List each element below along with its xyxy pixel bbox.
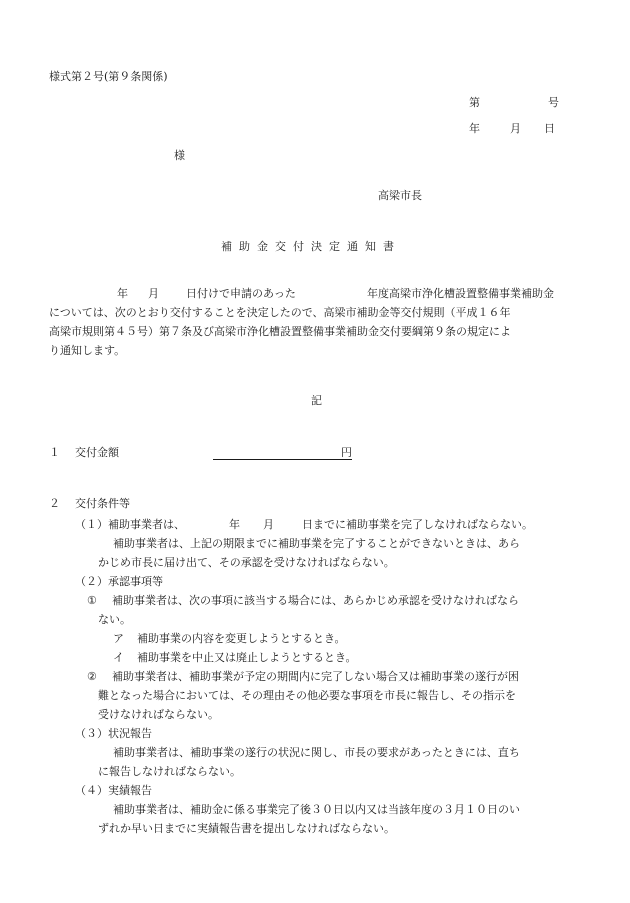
item3-line2: に報告しなければならない。 xyxy=(98,765,241,778)
item1-para2: かじめ市長に届け出て、その承認を受けなければならない。 xyxy=(98,556,395,569)
item3-label: （３）状況報告 xyxy=(75,727,152,740)
item2-sub1-mark: ① xyxy=(87,594,97,607)
body-line1-text: 日付けで申請のあった xyxy=(186,287,296,300)
ki-heading: 記 xyxy=(311,394,322,407)
form-number: 様式第２号(第９条関係) xyxy=(49,70,168,83)
item2-i-text: 補助事業を中止又は廃止しようとするとき。 xyxy=(137,651,357,664)
item4-line2: ずれか早い日までに実績報告書を提出しなければならない。 xyxy=(98,822,395,835)
item2-sub1-line2: ない。 xyxy=(98,613,131,626)
body-month: 月 xyxy=(148,287,159,300)
issuer: 高梁市長 xyxy=(378,189,422,202)
item1-rest: 日までに補助事業を完了しなければならない。 xyxy=(302,518,533,531)
amount-unit: 円 xyxy=(341,446,352,459)
addressee-suffix: 様 xyxy=(174,149,185,162)
item4-line1: 補助事業者は、補助金に係る事業完了後３０日以内又は当該年度の３月１０日のい xyxy=(113,803,520,816)
item1-month: 月 xyxy=(263,518,274,531)
body-year: 年 xyxy=(117,287,128,300)
date-day: 日 xyxy=(544,122,555,135)
item2-a-mark: ア xyxy=(113,632,124,645)
item2-sub2-line1: 補助事業者は、補助事業が予定の期間内に完了しない場合又は補助事業の遂行が困 xyxy=(112,670,519,683)
item2-label: （２）承認事項等 xyxy=(75,575,163,588)
item2-sub1-line1: 補助事業者は、次の事項に該当する場合には、あらかじめ承認を受けなければなら xyxy=(112,594,519,607)
doc-number-prefix: 第 xyxy=(469,96,480,109)
item3-line1: 補助事業者は、補助事業の遂行の状況に関し、市長の要求があったときには、直ち xyxy=(113,746,520,759)
document-title: 補助金交付決定通知書 xyxy=(221,240,401,253)
body-line2: については、次のとおり交付することを決定したので、高梁市補助金等交付規則（平成１６年 xyxy=(49,306,511,319)
date-year: 年 xyxy=(469,122,480,135)
section2-label: 交付条件等 xyxy=(75,497,130,510)
item2-i-mark: イ xyxy=(113,651,124,664)
amount-field xyxy=(213,446,352,460)
item2-sub2-line3: 受けなければならない。 xyxy=(98,708,219,721)
item2-a-text: 補助事業の内容を変更しようとするとき。 xyxy=(137,632,346,645)
date-month: 月 xyxy=(510,122,521,135)
body-line1-tail: 年度高梁市浄化槽設置整備事業補助金 xyxy=(367,287,554,300)
section1-number: １ xyxy=(49,446,60,459)
item1-para1: 補助事業者は、上記の期限までに補助事業を完了することができないときは、あら xyxy=(113,537,520,550)
item1-year: 年 xyxy=(229,518,240,531)
section1-label: 交付金額 xyxy=(75,446,119,459)
body-line3: 高梁市規則第４５号）第７条及び高梁市浄化槽設置整備事業補助金交付要綱第９条の規定によ xyxy=(49,325,511,338)
item1-label: （１）補助事業者は、 xyxy=(75,518,185,531)
doc-number-suffix: 号 xyxy=(548,96,559,109)
body-line4: り通知します。 xyxy=(49,344,126,357)
item2-sub2-mark: ② xyxy=(87,670,97,683)
item2-sub2-line2: 難となった場合においては、その理由その他必要な事項を市長に報告し、その指示を xyxy=(98,689,516,702)
section2-number: ２ xyxy=(49,497,60,510)
item4-label: （４）実績報告 xyxy=(75,784,152,797)
